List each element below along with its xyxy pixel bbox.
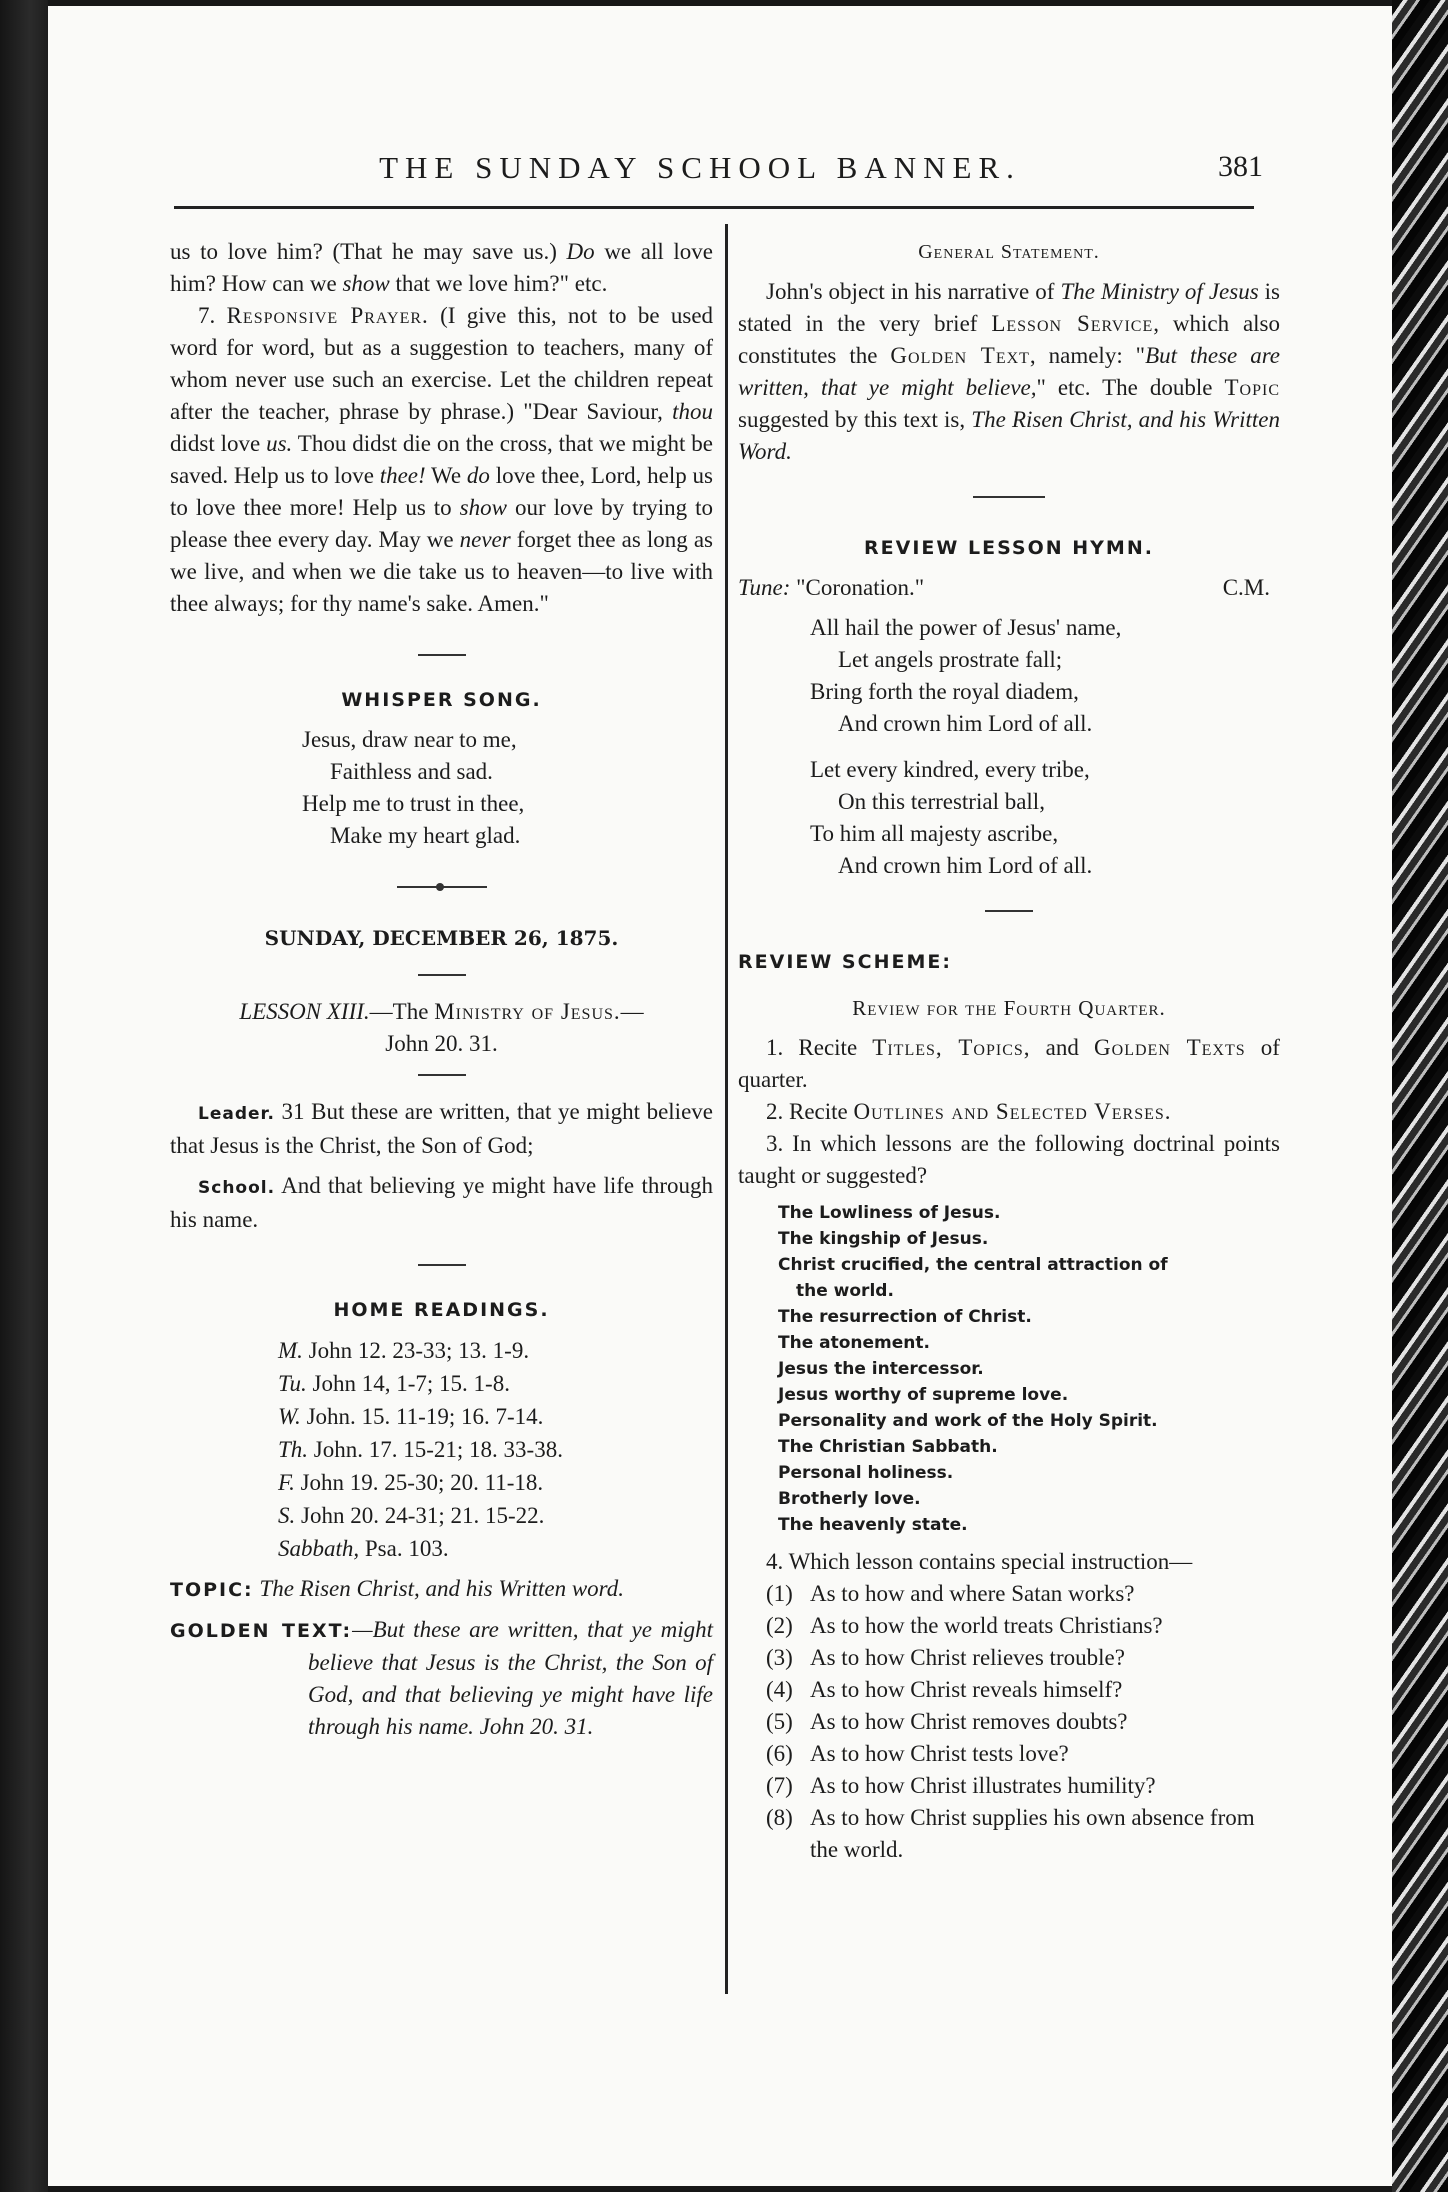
text-run: , namely: " <box>1029 343 1146 368</box>
text-run: And that believing ye might have life through his name. <box>170 1173 713 1232</box>
reading-item <box>278 1334 713 1367</box>
header-rule <box>174 206 1254 209</box>
text-run: suggested by this text is, <box>738 407 972 432</box>
italic-run: us. <box>266 431 293 456</box>
continued-paragraph <box>170 236 713 300</box>
lesson-title: Ministry of Jesus. <box>434 999 621 1024</box>
golden-text: —But these are written, that ye might believe that Jesus is the Christ, the Son of God, and that believing ye might have life through his name. <box>308 1617 713 1739</box>
question-text: As to how Christ relieves trouble? <box>810 1645 1125 1670</box>
left-column <box>170 236 713 1743</box>
question-text: As to how Christ reveals himself? <box>810 1677 1123 1702</box>
reading-text: John 19. 25-30; 20. 11-18. <box>294 1470 544 1495</box>
hymn-title: REVIEW LESSON HYMN. <box>864 537 1154 559</box>
question-text: As to how Christ tests love? <box>810 1741 1069 1766</box>
doctrine-item: The Christian Sabbath. <box>778 1437 998 1457</box>
scheme-item-3: 3. In which lessons are the following doctrinal points taught or suggested? <box>738 1131 1280 1188</box>
smallcaps-run: Outlines and Selected Verses. <box>853 1099 1172 1124</box>
reading-day: S. <box>278 1503 296 1528</box>
hymn-stanza-2 <box>738 754 1280 882</box>
doctrine-item: The Lowliness of Jesus. <box>778 1203 1001 1223</box>
reading-item <box>278 1367 713 1400</box>
italic-run: The Risen Christ, and his Written Word. <box>738 407 1280 464</box>
question-list <box>738 1578 1280 1866</box>
running-head: THE SUNDAY SCHOOL BANNER. <box>379 150 1021 185</box>
text-run: —The <box>369 999 435 1024</box>
question-item <box>766 1578 1280 1610</box>
golden-text-line <box>170 1614 713 1743</box>
text-run: — <box>620 999 644 1024</box>
italic-run: thee! <box>379 463 426 488</box>
hymn-stanza-1 <box>738 612 1280 740</box>
column-rule <box>725 224 728 1994</box>
reading-text: Psa. 103. <box>359 1536 449 1561</box>
text-run: Thou didst die on the cross, that we might be saved. Help us to love <box>170 431 713 488</box>
lesson-heading <box>170 996 713 1060</box>
whisper-song-verse <box>170 724 713 852</box>
italic-run: show <box>342 271 390 296</box>
question-number: (2) <box>766 1613 793 1638</box>
scheme-item-2 <box>738 1096 1280 1128</box>
school-label: School. <box>198 1178 276 1198</box>
responsive-prayer-paragraph <box>170 300 713 620</box>
text-run: of quarter. <box>738 1035 1280 1092</box>
reading-text: John. 15. 11-19; 16. 7-14. <box>300 1404 544 1429</box>
question-item <box>766 1674 1280 1706</box>
verse-line: And crown him Lord of all. <box>838 711 1093 736</box>
question-number: (8) <box>766 1805 793 1830</box>
doctrine-item: Jesus the intercessor. <box>778 1359 984 1379</box>
verse-line: All hail the power of Jesus' name, <box>810 615 1122 640</box>
leader-responsive <box>170 1096 713 1162</box>
doctrine-item: The resurrection of Christ. <box>778 1307 1032 1327</box>
text-run: , which also constitutes the <box>738 311 1281 368</box>
review-scheme-title: REVIEW SCHEME: <box>738 951 952 973</box>
text-run: 1. Recite <box>766 1035 873 1060</box>
scheme-item-4: 4. Which lesson contains special instruction— <box>766 1549 1193 1574</box>
text-run: our love by trying to please thee every day. May we <box>170 495 713 552</box>
doctrine-item: Jesus worthy of supreme love. <box>778 1385 1069 1405</box>
reading-text: John 14, 1-7; 15. 1-8. <box>306 1371 510 1396</box>
school-responsive <box>170 1170 713 1236</box>
sunday-heading: SUNDAY, DECEMBER 26, 1875. <box>264 926 619 950</box>
question-text: As to how Christ removes doubts? <box>810 1709 1128 1734</box>
topic-text: The Risen Christ, and his Written word. <box>259 1576 625 1601</box>
verse-line: On this terrestrial ball, <box>838 789 1045 814</box>
tune-label: Tune: <box>738 575 791 600</box>
verse-line: And crown him Lord of all. <box>838 853 1093 878</box>
question-item <box>766 1642 1280 1674</box>
home-readings-title: HOME READINGS. <box>333 1299 550 1321</box>
leader-label: Leader. <box>198 1104 275 1124</box>
reading-day: M. <box>278 1338 303 1363</box>
doctrine-item: Brotherly love. <box>778 1489 921 1509</box>
question-text: As to how Christ supplies his own absence from the world. <box>810 1805 1255 1862</box>
question-text: As to how Christ illustrates humility? <box>810 1773 1156 1798</box>
text-run: that we love him?" etc. <box>389 271 608 296</box>
question-number: (3) <box>766 1645 793 1670</box>
italic-run: But these are written, that ye might believe, <box>738 343 1280 400</box>
topic-line <box>170 1573 713 1606</box>
doctrine-item: Christ crucified, the central attraction of <box>778 1255 1168 1275</box>
right-column <box>738 236 1280 1866</box>
verse-line: Faithless and sad. <box>330 759 493 784</box>
doctrine-list <box>738 1200 1280 1538</box>
tune-name: "Coronation." <box>790 575 925 600</box>
smallcaps-run: Lesson Service <box>991 311 1154 336</box>
doctrine-item: The kingship of Jesus. <box>778 1229 989 1249</box>
reading-item <box>278 1499 713 1532</box>
question-item <box>766 1738 1280 1770</box>
italic-run: Do <box>566 239 595 264</box>
question-item <box>766 1802 1280 1866</box>
hymn-meter: C.M. <box>1222 575 1270 600</box>
text-run: 2. Recite <box>766 1099 854 1124</box>
review-scheme-subtitle: Review for the Fourth Quarter. <box>852 996 1166 1020</box>
reading-text: John. 17. 15-21; 18. 33-38. <box>308 1437 563 1462</box>
whisper-song-title: WHISPER SONG. <box>341 689 542 711</box>
general-statement-paragraph <box>738 276 1280 468</box>
reading-item <box>278 1400 713 1433</box>
italic-run: thou <box>672 399 713 424</box>
topic-label: TOPIC: <box>170 1579 254 1601</box>
reading-text: John 12. 23-33; 13. 1-9. <box>302 1338 530 1363</box>
doctrine-item: Personality and work of the Holy Spirit. <box>778 1411 1158 1431</box>
text-run: we all love him? How can we <box>170 239 713 296</box>
text-run: 31 But these are written, that ye might believe that Jesus is the Christ, the Son of God; <box>170 1099 713 1158</box>
question-item <box>766 1610 1280 1642</box>
question-text: As to how the world treats Christians? <box>810 1613 1163 1638</box>
question-number: (1) <box>766 1581 793 1606</box>
question-item <box>766 1770 1280 1802</box>
verse-line: Let angels prostrate fall; <box>838 647 1063 672</box>
text-run: is stated in the very brief <box>738 279 1281 336</box>
scan-margin-left <box>0 0 48 2192</box>
question-text: As to how and where Satan works? <box>810 1581 1135 1606</box>
smallcaps-run: Golden Text <box>890 343 1030 368</box>
doctrine-item: The heavenly state. <box>778 1515 968 1535</box>
verse-line: Help me to trust in thee, <box>302 791 525 816</box>
verse-line: To him all majesty ascribe, <box>810 821 1059 846</box>
reading-item <box>278 1532 713 1565</box>
scheme-item-1 <box>738 1032 1280 1096</box>
page-number: 381 <box>1218 150 1263 183</box>
italic-run: show <box>459 495 507 520</box>
verse-line: Jesus, draw near to me, <box>302 727 517 752</box>
marbled-endpaper <box>1392 0 1448 2192</box>
golden-text-ref: John 20. 31. <box>479 1714 594 1739</box>
text-run: " etc. The double <box>1036 375 1225 400</box>
golden-text-label: GOLDEN TEXT: <box>170 1620 353 1642</box>
responsive-prayer-title: Responsive Prayer. <box>226 303 429 328</box>
reading-text: John 20. 24-31; 21. 15-22. <box>295 1503 545 1528</box>
smallcaps-run: Titles, Topics, <box>872 1035 1031 1060</box>
text-run: John's object in his narrative of <box>766 279 1061 304</box>
reading-day: Sabbath, <box>278 1536 360 1561</box>
question-number: (7) <box>766 1773 793 1798</box>
verse-line: Make my heart glad. <box>330 823 521 848</box>
doctrine-item-continued: the world. <box>796 1281 894 1301</box>
question-item <box>766 1706 1280 1738</box>
reading-day: Tu. <box>278 1371 307 1396</box>
ornament-divider <box>397 886 487 888</box>
doctrine-item: The atonement. <box>778 1333 930 1353</box>
question-number: (5) <box>766 1709 793 1734</box>
home-readings-list <box>170 1334 713 1565</box>
question-number: (4) <box>766 1677 793 1702</box>
text-run: love thee, Lord, help us to love thee more! Help us to <box>170 463 713 520</box>
text-run: (I give this, not to be used word for word, but as a suggestion to teachers, many of whom never use such an exercise. Let the children repeat after the teacher, phrase by phrase.) "Dear Saviour, <box>170 303 714 424</box>
reading-day: Th. <box>278 1437 309 1462</box>
text-run: us to love him? (That he may save us.) <box>170 239 567 264</box>
italic-run: The Ministry of Jesus <box>1060 279 1259 304</box>
text-run: and <box>1030 1035 1095 1060</box>
item-number: 7. <box>198 303 227 328</box>
reading-item <box>278 1466 713 1499</box>
reading-day: F. <box>278 1470 295 1495</box>
doctrine-item: Personal holiness. <box>778 1463 954 1483</box>
general-statement-title: General Statement. <box>918 241 1100 263</box>
italic-run: never <box>459 527 511 552</box>
text-run: didst love <box>170 431 267 456</box>
text-run: We <box>425 463 467 488</box>
verse-line: Bring forth the royal diadem, <box>810 679 1079 704</box>
italic-run: do <box>466 463 490 488</box>
reading-day: W. <box>278 1404 301 1429</box>
text-run: forget thee as long as we live, and when we die take us to heaven—to live with thee always; for thy name's sake. Amen." <box>170 527 713 616</box>
question-number: (6) <box>766 1741 793 1766</box>
lesson-label: LESSON XIII. <box>239 999 370 1024</box>
hymn-tune-line <box>738 572 1280 604</box>
smallcaps-run: Topic <box>1224 375 1280 400</box>
smallcaps-run: Golden Texts <box>1094 1035 1246 1060</box>
verse-line: Let every kindred, every tribe, <box>810 757 1090 782</box>
reading-item <box>278 1433 713 1466</box>
lesson-reference: John 20. 31. <box>385 1031 498 1056</box>
